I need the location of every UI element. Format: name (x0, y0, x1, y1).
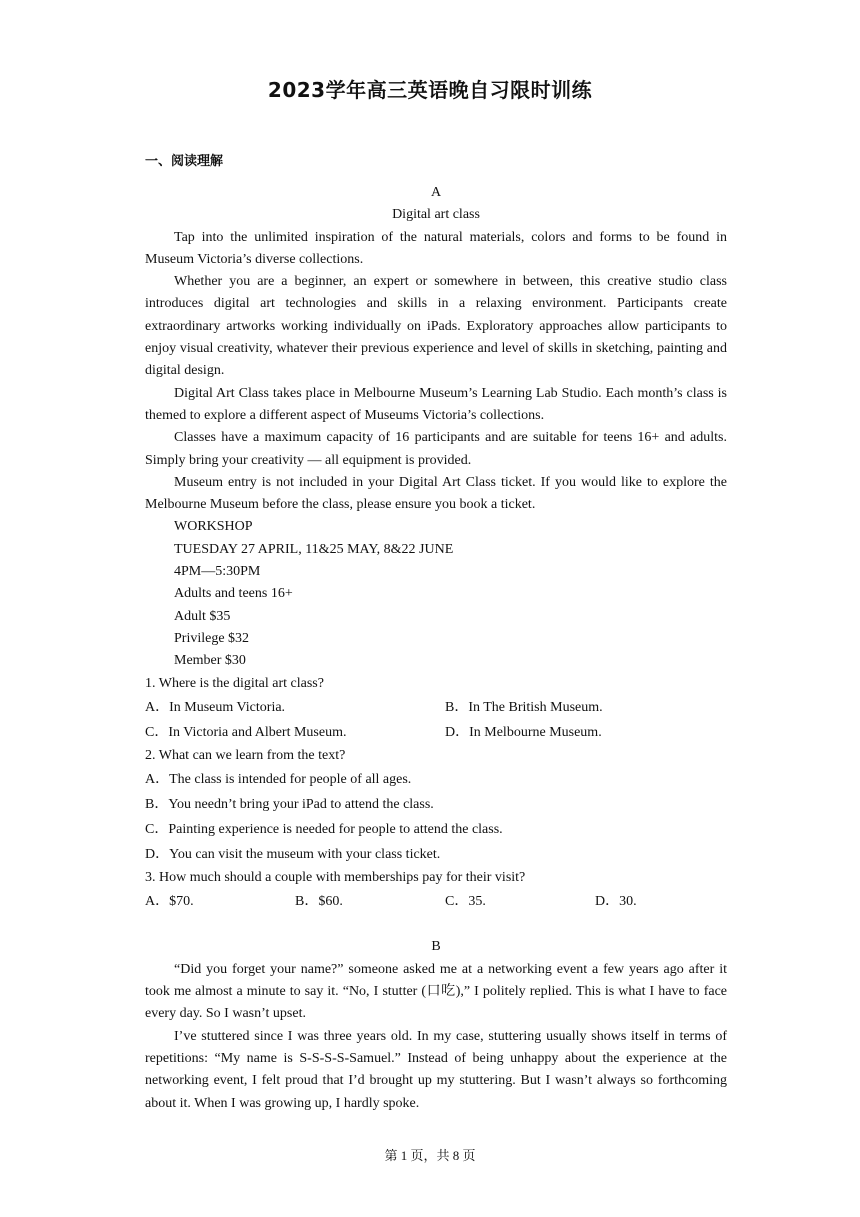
passage-b-paragraph: “Did you forget your name?” someone asked me at a networking event a few years ago after it took me almost a minute to say it. “No, I stutter (口吃),” I politely replied. This is what I have to face every day. So I wasn’t upset. (145, 961, 727, 1022)
document-body (145, 182, 727, 1115)
question-2: 2. What can we learn from the text? (145, 747, 346, 763)
option: D．You can visit the museum with your class ticket. (145, 847, 441, 863)
passage-a-paragraph: Classes have a maximum capacity of 16 participants and are suitable for teens 16+ and adults. Simply bring your creativity — all equipment is provided. (145, 430, 727, 468)
passage-a-paragraph: Museum entry is not included in your Digital Art Class ticket. If you would like to explore the Melbourne Museum before the class, please ensure you book a ticket. (145, 474, 727, 513)
info-workshop: WORKSHOP (174, 519, 253, 535)
option: D．30. (595, 894, 637, 910)
passage-b-paragraph: I’ve stuttered since I was three years old. In my case, stuttering usually shows itself in terms of repetitions: “My name is S-S-S-S-Samuel.” Instead of being unhappy about the experience at the networking event, I felt proud that I’d brought up my stuttering. But I wasn’t always so forthcoming about it. When I was growing up, I hardly spoke. (145, 1028, 727, 1111)
option: C．Painting experience is needed for people to attend the class. (145, 822, 503, 838)
question-1-options-row-1 (145, 695, 727, 720)
option: A．The class is intended for people of all ages. (145, 772, 412, 788)
question-1-options-row-2 (145, 720, 727, 745)
option: B．You needn’t bring your iPad to attend the class. (145, 797, 434, 813)
question-1: 1. Where is the digital art class? (145, 675, 324, 691)
option: A．In Museum Victoria. (145, 699, 286, 715)
info-dates: TUESDAY 27 APRIL, 11&25 MAY, 8&22 JUNE (174, 541, 454, 557)
option: C．In Victoria and Albert Museum. (145, 724, 347, 740)
passage-a-paragraph: Whether you are a beginner, an expert or somewhere in between, this creative studio class introduces digital art technologies and skills in a relaxing environment. Participants create extraordinary artworks working individually on iPads. Exploratory approaches allow participants to enjoy visual creativity, whatever their previous experience and level of skills in sketching, painting and digital design. (145, 274, 727, 379)
option: B．$60. (295, 894, 343, 910)
option: D．In Melbourne Museum. (445, 724, 602, 740)
page-title: 2023学年高三英语晚自习限时训练 (267, 78, 593, 102)
info-adult-price: Adult $35 (174, 608, 231, 624)
section-heading: 一、阅读理解 (145, 154, 224, 169)
question-3: 3. How much should a couple with memberships pay for their visit? (145, 870, 526, 886)
passage-a-letter: A (430, 185, 442, 200)
info-audience: Adults and teens 16+ (174, 586, 293, 602)
info-privilege-price: Privilege $32 (174, 630, 250, 646)
option: A．$70. (145, 894, 194, 910)
option: C．35. (445, 894, 486, 910)
passage-b-letter: B (431, 939, 441, 955)
passage-a-title: Digital art class (392, 207, 480, 223)
passage-a-paragraph: Tap into the unlimited inspiration of the natural materials, colors and forms to be found in Museum Victoria’s diverse collections. (145, 229, 727, 267)
info-time: 4PM—5:30PM (174, 564, 261, 580)
passage-a-paragraph: Digital Art Class takes place in Melbourne Museum’s Learning Lab Studio. Each month’s class is themed to explore a different aspect of Museums Victoria’s collections. (145, 385, 727, 423)
info-member-price: Member $30 (174, 653, 246, 669)
spacer (145, 914, 727, 936)
question-3-options (145, 889, 727, 914)
option: B．In The British Museum. (445, 699, 603, 715)
page-footer: 第 1 页，共 8 页 (384, 1148, 476, 1163)
